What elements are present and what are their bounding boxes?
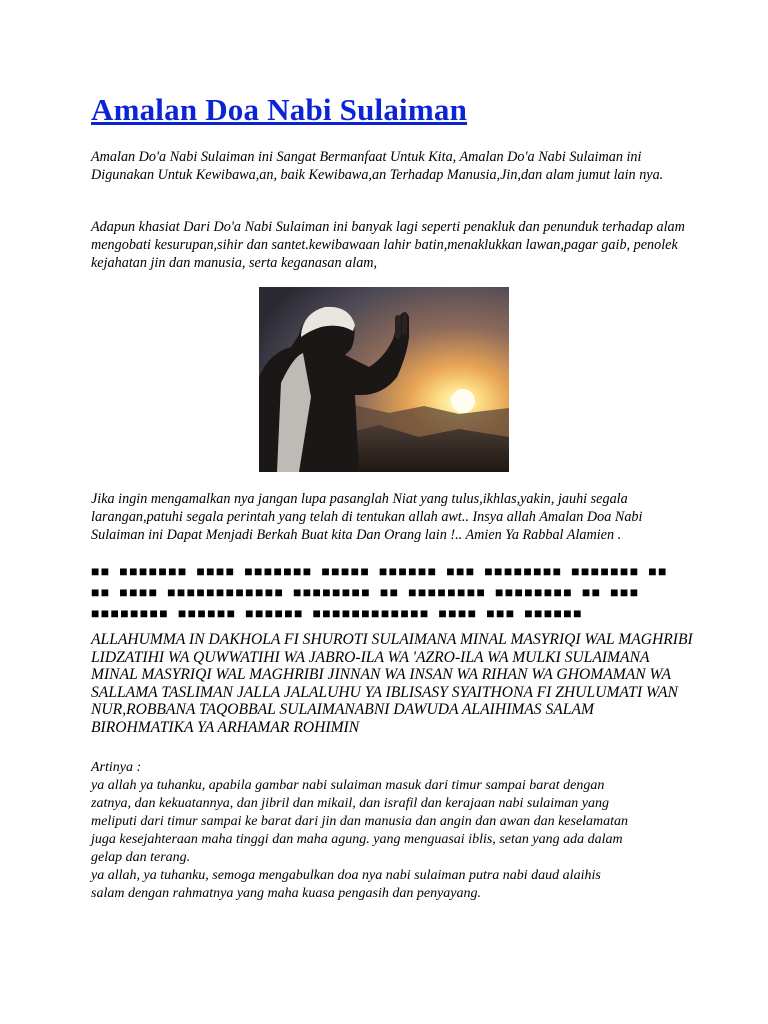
intro-paragraph: Amalan Do'a Nabi Sulaiman ini Sangat Bermanfaat Untuk Kita, Amalan Do'a Nabi Sulaiman ini Digunakan Untuk Kewibawa,an, baik Kewibawa,an Terhadap Manusia,Jin,dan alam jumut lain nya. [91,149,664,183]
latin-transliteration [91,631,691,737]
arabic-line: ■■ ■■■■ ■■■■■■■■■■■■ ■■■■■■■■ ■■ ■■■■■■■■ ■■■■■■■■ ■■ ■■■ [91,586,640,601]
translation-line: meliputi dari timur sampai ke barat dari jin dan manusia dan angin dan awan dan keselamatan [91,814,629,829]
translation-heading: Artinya : [91,760,142,775]
translation-line: ya allah, ya tuhanku, semoga mengabulkan doa nya nabi sulaiman putra nabi daud alaihis [91,868,601,883]
latin-line: NUR,ROBBANA TAQOBBAL SULAIMANABNI DAWUDA ALAIHIMAS SALAM [91,701,594,719]
latin-line: SALLAMA TASLIMAN JALLA JALALUHU YA IBLISASY SYAITHONA FI ZHULUMATI WAN [91,683,678,701]
translation-line: gelap dan terang. [91,850,191,865]
benefits-paragraph: Adapun khasiat Dari Do'a Nabi Sulaiman ini banyak lagi seperti penakluk dan penunduk terhadap alam mengobati kesurupan,sihir dan santet.kewibawaan lahir batin,menaklukkan lawan,pagar gaib, penolek kejahatan jin dan manusia, serta keganasan alam, [91,219,685,271]
latin-line: MINAL MASYRIQI WAL MAGHRIBI JINNAN WA INSAN WA RIHAN WA GHOMAMAN WA [91,666,671,684]
latin-line: LIDZATIHI WA QUWWATIHI WA JABRO-ILA WA 'AZRO-ILA WA MULKI SULAIMANA [91,648,650,666]
translation-block [91,759,691,903]
translation-line: zatnya, dan kekuatannya, dan jibril dan mikail, dan israfil dan kerajaan nabi sulaiman yang [91,796,609,811]
arabic-line: ■■■■■■■■ ■■■■■■ ■■■■■■ ■■■■■■■■■■■■ ■■■■ ■■■ ■■■■■■ [91,607,583,622]
latin-line: BIROHMATIKA YA ARHAMAR ROHIMIN [91,718,360,736]
translation-line: ya allah ya tuhanku, apabila gambar nabi sulaiman masuk dari timur sampai barat dengan [91,778,605,793]
translation-line: juga kesejahteraan maha tinggi dan maha agung. yang menguasai iblis, setan yang ada dalam [91,832,623,847]
page-title[interactable]: Amalan Doa Nabi Sulaiman [91,92,468,127]
translation-line: salam dengan rahmatnya yang maha kuasa pengasih dan penyayang. [91,886,482,901]
arabic-line: ■■ ■■■■■■■ ■■■■ ■■■■■■■ ■■■■■ ■■■■■■ ■■■ ■■■■■■■■ ■■■■■■■ ■■ [91,565,668,580]
latin-line: ALLAHUMMA IN DAKHOLA FI SHUROTI SULAIMANA MINAL MASYRIQI WAL MAGHRIBI [91,631,693,648]
praying-man-photo [259,287,509,472]
instruction-paragraph: Jika ingin mengamalkan nya jangan lupa pasanglah Niat yang tulus,ikhlas,yakin, jauhi segala larangan,patuhi segala perintah yang telah di tentukan allah awt.. Insya allah Amalan Doa Nabi Sulaiman ini Dapat Menjadi Berkah Buat kita Dan Orang lain !.. Amien Ya Rabbal Alamien . [91,491,643,543]
arabic-prayer-text [91,562,691,625]
